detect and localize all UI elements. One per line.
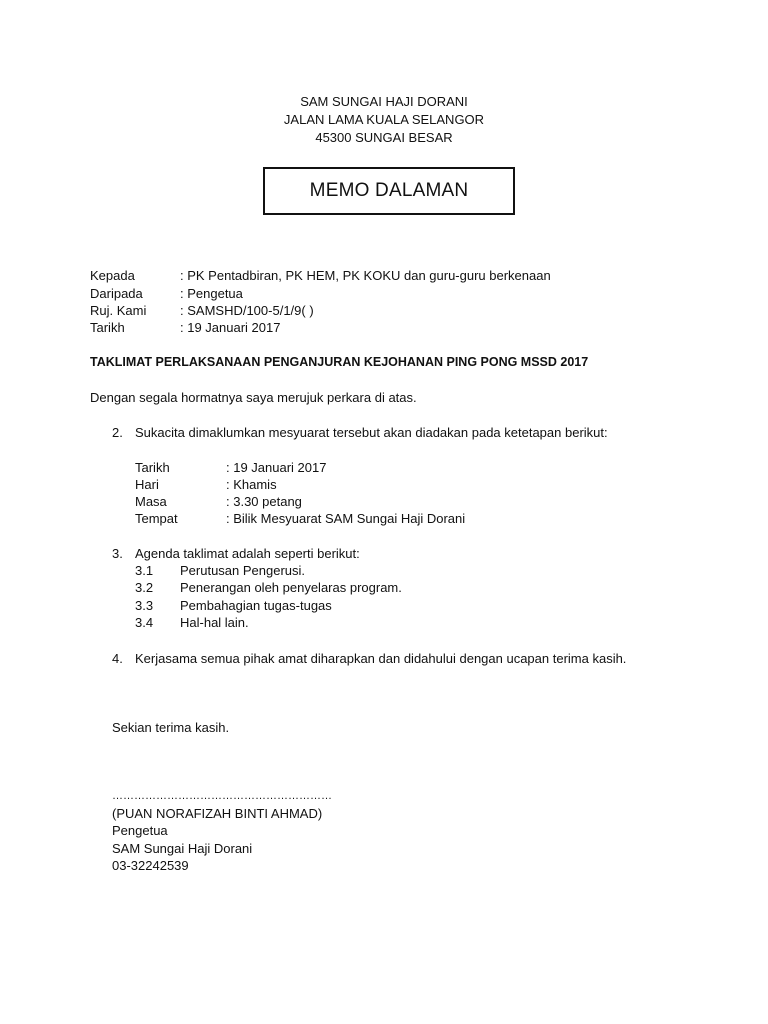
school-name: SAM SUNGAI HAJI DORANI (300, 94, 468, 109)
detail-label-tarikh: Tarikh (135, 460, 170, 475)
detail-label-masa: Masa (135, 494, 167, 509)
detail-value-tarikh: : 19 Januari 2017 (226, 460, 327, 475)
detail-label-hari: Hari (135, 477, 159, 492)
meta-label-daripada: Daripada (90, 286, 143, 301)
meta-label-tarikh: Tarikh (90, 320, 125, 335)
para-3-number: 3. (112, 546, 123, 561)
memo-title: MEMO DALAMAN (309, 180, 469, 201)
para-2-number: 2. (112, 425, 123, 440)
detail-label-tempat: Tempat (135, 511, 178, 526)
signature-line: …………………………………………………… (112, 790, 332, 802)
signatory-name: (PUAN NORAFIZAH BINTI AHMAD) (112, 806, 323, 821)
para-4-text: Kerjasama semua pihak amat diharapkan dan didahului dengan ucapan terima kasih. (135, 651, 627, 666)
agenda-number: 3.1 (135, 563, 154, 578)
agenda-number: 3.2 (135, 580, 154, 595)
opening-line: Dengan segala hormatnya saya merujuk perkara di atas. (90, 390, 417, 405)
school-postcode: 45300 SUNGAI BESAR (315, 130, 453, 145)
detail-value-masa: : 3.30 petang (226, 494, 302, 509)
agenda-item: Perutusan Pengerusi. (180, 563, 306, 578)
para-3-text: Agenda taklimat adalah seperti berikut: (135, 546, 360, 561)
meta-label-kepada: Kepada (90, 268, 135, 283)
school-address: JALAN LAMA KUALA SELANGOR (283, 112, 485, 127)
agenda-number: 3.4 (135, 615, 154, 630)
memo-subject: TAKLIMAT PERLAKSANAAN PENGANJURAN KEJOHANAN PING PONG MSSD 2017 (90, 355, 589, 369)
memo-title-box (263, 167, 515, 215)
meta-label-ruj: Ruj. Kami (90, 303, 147, 318)
para-4-number: 4. (112, 651, 123, 666)
meta-value-kepada: : PK Pentadbiran, PK HEM, PK KOKU dan guru-guru berkenaan (180, 268, 551, 283)
meta-value-tarikh: : 19 Januari 2017 (180, 320, 281, 335)
signatory-position: Pengetua (112, 823, 168, 838)
signatory-phone: 03-32242539 (112, 858, 189, 873)
meta-value-ruj: : SAMSHD/100-5/1/9( ) (180, 303, 314, 318)
detail-value-hari: : Khamis (226, 477, 277, 492)
signatory-school: SAM Sungai Haji Dorani (112, 841, 253, 856)
meta-value-daripada: : Pengetua (180, 286, 243, 301)
detail-value-tempat: : Bilik Mesyuarat SAM Sungai Haji Dorani (226, 511, 466, 526)
agenda-number: 3.3 (135, 598, 154, 613)
agenda-item: Hal-hal lain. (180, 615, 249, 630)
agenda-item: Penerangan oleh penyelaras program. (180, 580, 402, 595)
closing-line: Sekian terima kasih. (112, 720, 230, 735)
para-2-text: Sukacita dimaklumkan mesyuarat tersebut akan diadakan pada ketetapan berikut: (135, 425, 608, 440)
agenda-item: Pembahagian tugas-tugas (180, 598, 332, 613)
